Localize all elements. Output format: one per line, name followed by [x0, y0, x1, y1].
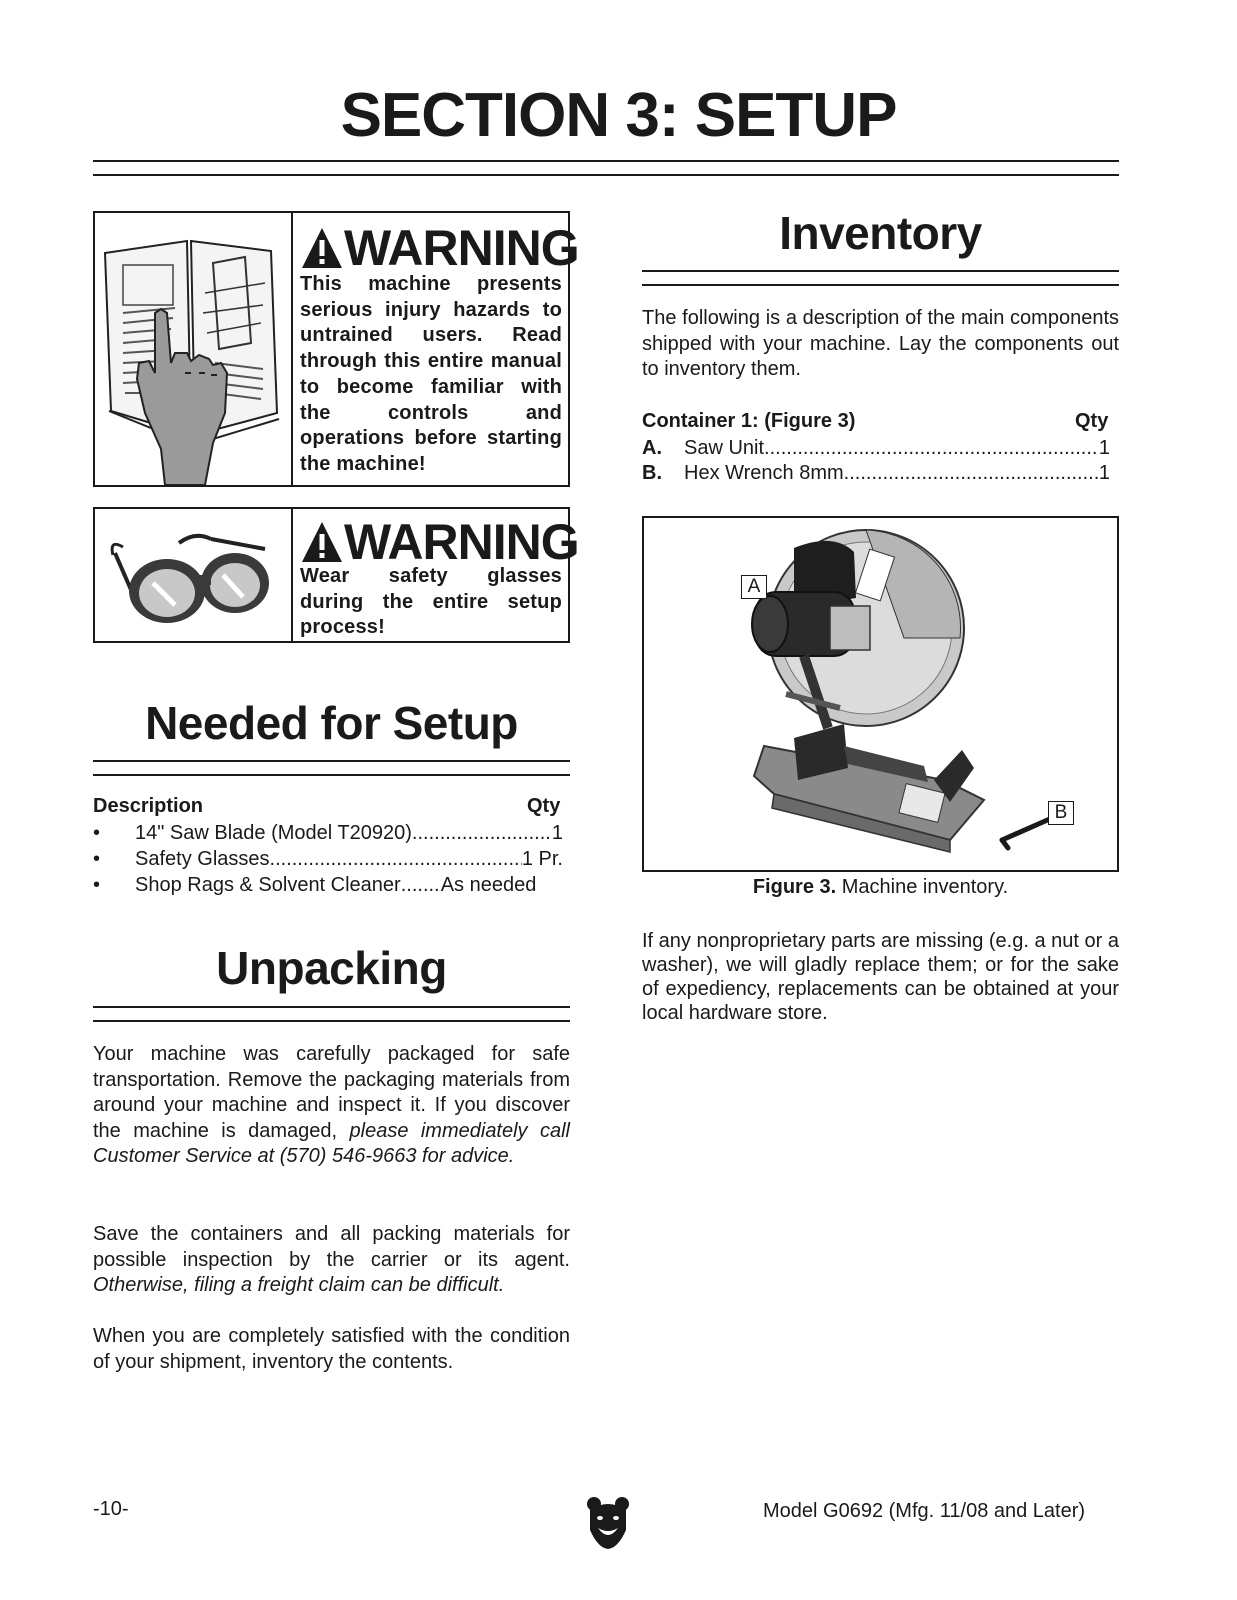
figure-3 [642, 516, 1119, 872]
page-title: SECTION 3: SETUP [340, 81, 897, 150]
figure-caption [642, 876, 1119, 899]
item-qty: As needed [440, 874, 537, 896]
bear-head-icon [586, 1496, 630, 1550]
figure-caption-label: Figure 3. [752, 876, 837, 898]
missing-parts-note: If any nonproprietary parts are missing (e.g. a nut or a washer), we will gladly replace them; or for the sake of expediency, replacements can be obtained at your local hardware store. [642, 930, 1119, 1024]
warning-box-manual [93, 211, 579, 487]
list-item [93, 820, 563, 846]
bullet: • [93, 822, 101, 844]
inventory-intro: The following is a description of the main components shipped with your machine. Lay the components out to inventory them. [642, 307, 1119, 380]
section-rule [93, 1006, 570, 1008]
cutoff-saw-illustration [644, 518, 1117, 870]
title-rule-top [93, 160, 1119, 162]
unpacking-paragraph-2 [93, 1222, 570, 1299]
warning-manual-text: This machine presents serious injury hazards to untrained users. Read through this entire manual to become familiar with the controls and operations before starting the machine! [300, 273, 562, 475]
callout-a: A [741, 575, 767, 599]
unpacking-p2-text: Save the containers and all packing materials for possible inspection by the carrier or its agent. [93, 1223, 570, 1271]
safety-glasses-illustration [95, 509, 293, 641]
unpacking-p2-italic: Otherwise, filing a freight claim can be difficult. [93, 1274, 505, 1296]
item-label: Shop Rags & Solvent Cleaner [135, 874, 401, 896]
model-info: Model G0692 (Mfg. 11/08 and Later) [763, 1500, 1086, 1522]
dot-leader [764, 435, 1099, 461]
section-rule [93, 760, 570, 762]
list-item [642, 435, 1110, 461]
needed-description-header: Description [93, 795, 204, 817]
item-label: Saw Unit [684, 437, 765, 459]
inventory-heading: Inventory [779, 207, 982, 259]
bullet: • [93, 848, 101, 870]
warning-triangle-icon [300, 520, 344, 564]
figure-caption-text: Machine inventory. [836, 876, 1009, 898]
title-rule-bottom [93, 174, 1119, 176]
item-qty: 1 [551, 822, 563, 844]
item-label: 14" Saw Blade (Model T20920) [135, 822, 412, 844]
item-label: Safety Glasses [135, 848, 270, 870]
unpacking-paragraph-1 [93, 1042, 570, 1170]
warning-triangle-icon [300, 226, 344, 270]
section-rule [93, 1020, 570, 1022]
unpacking-paragraph-3: When you are completely satisfied with the condition of your shipment, inventory the contents. [93, 1325, 570, 1373]
item-qty: 1 [1098, 462, 1110, 484]
item-label: Hex Wrench 8mm [684, 462, 844, 484]
section-rule [642, 270, 1119, 272]
container-label: Container 1: (Figure 3) [642, 410, 856, 432]
bear-logo [586, 1496, 630, 1555]
list-item [642, 460, 1110, 486]
warning-heading: WARNING [300, 223, 579, 273]
unpacking-heading: Unpacking [216, 942, 447, 994]
bullet: • [93, 874, 101, 896]
inventory-qty-header: Qty [1075, 410, 1109, 432]
needed-qty-header: Qty [527, 795, 561, 817]
section-rule [642, 284, 1119, 286]
unpacking-p1-text: Your machine was carefully packaged for safe transportation. Remove the packaging materials from around your machine and inspect it. If you discover the machine is damaged, [93, 1043, 570, 1142]
needed-for-setup-heading: Needed for Setup [145, 697, 518, 749]
item-letter: A. [642, 437, 662, 459]
dot-leader [412, 820, 552, 846]
warning-glasses-text: Wear safety glasses during the entire setup process! [300, 565, 562, 639]
dot-leader [270, 846, 522, 872]
warning-box-glasses [93, 507, 579, 643]
item-qty: 1 [1098, 437, 1110, 459]
dot-leader [401, 872, 441, 898]
section-rule [93, 774, 570, 776]
list-item [93, 846, 563, 872]
item-qty: 1 Pr. [521, 848, 563, 870]
item-letter: B. [642, 462, 662, 484]
read-manual-illustration [95, 213, 293, 485]
callout-b: B [1048, 801, 1074, 825]
page-number: -10- [93, 1498, 129, 1520]
safety-glasses-icon [95, 509, 291, 641]
dot-leader [844, 460, 1099, 486]
list-item [93, 872, 563, 898]
unpacking-p1-italic: please immediately call Customer Service at (570) 546-9663 for advice. [93, 1119, 570, 1167]
hand-on-manual-icon [95, 213, 291, 485]
warning-heading-2: WARNING [300, 517, 579, 567]
